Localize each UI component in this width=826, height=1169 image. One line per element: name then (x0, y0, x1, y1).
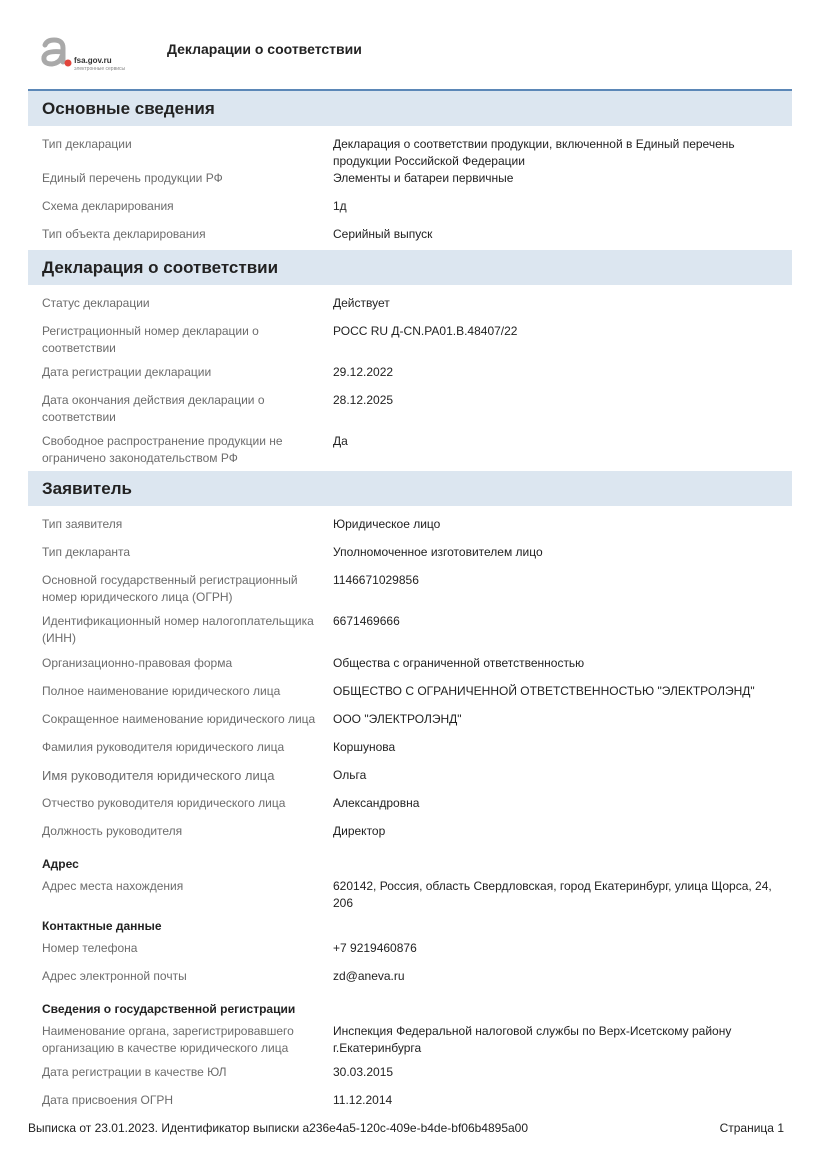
field-value: Александровна (333, 796, 420, 810)
row-registering-authority (28, 1023, 792, 1064)
field-value: Да (333, 434, 348, 448)
field-label: Тип объекта декларирования (42, 227, 206, 241)
field-label: Сокращенное наименование юридического лица (42, 712, 316, 726)
field-label: Фамилия руководителя юридического лица (42, 740, 285, 754)
field-value: 1146671029856 (333, 573, 419, 587)
field-label: Полное наименование юридического лица (42, 684, 281, 698)
field-value: 28.12.2025 (333, 393, 394, 407)
field-label: Организационно-правовая форма (42, 656, 233, 670)
field-value: Инспекция Федеральной налоговой службы по Верх-Исетскому району г.Екатеринбурга (333, 1024, 732, 1055)
field-label: Адрес места нахождения (42, 879, 184, 893)
field-label: Свободное распространение продукции не ограничено законодательством РФ (42, 434, 283, 465)
field-label: Адрес электронной почты (42, 969, 187, 983)
field-label: Единый перечень продукции РФ (42, 171, 223, 185)
field-value: 620142, Россия, область Свердловская, город Екатеринбург, улица Щорса, 24, 206 (333, 879, 772, 910)
page-number: Страница 1 (719, 1121, 784, 1135)
field-value: +7 9219460876 (333, 941, 417, 955)
field-value: Коршунова (333, 740, 396, 754)
field-label: Идентификационный номер налогоплательщика (ИНН) (42, 614, 314, 645)
declaration-content (28, 91, 792, 1116)
field-value: Директор (333, 824, 386, 838)
row-declarant-type (28, 544, 792, 572)
row-full-name (28, 683, 792, 711)
page-header (0, 0, 826, 90)
section-declaration-title: Декларация о соответствии (28, 250, 792, 285)
field-label: Отчество руководителя юридического лица (42, 796, 286, 810)
field-label: Тип заявителя (42, 517, 123, 531)
section-basic-info-title: Основные сведения (28, 91, 792, 126)
extract-info: Выписка от 23.01.2023. Идентификатор выписки a236e4a5-120c-409e-b4de-bf06b4895a00 (28, 1121, 529, 1135)
row-email (28, 968, 792, 1001)
row-legal-entity-reg-date (28, 1064, 792, 1092)
field-value: 1д (333, 199, 347, 213)
logo-subtitle: электронные сервисы (74, 66, 126, 72)
row-registration-number (28, 323, 792, 364)
field-value: Ольга (333, 768, 367, 782)
address-subheading: Адрес (42, 857, 79, 871)
logo-domain: fsa.gov.ru (74, 56, 112, 65)
row-declaration-type (28, 136, 792, 170)
field-label: Наименование органа, зарегистрировавшего организацию в качестве юридического лица (42, 1024, 294, 1055)
field-value: 30.03.2015 (333, 1065, 394, 1079)
field-value: 6671469666 (333, 614, 400, 628)
field-label: Дата регистрации в качестве ЮЛ (42, 1065, 227, 1079)
field-label: Тип декларации (42, 137, 132, 151)
field-value: Действует (333, 296, 390, 310)
field-label: Основной государственный регистрационный номер юридического лица (ОГРН) (42, 573, 298, 604)
row-short-name (28, 711, 792, 739)
field-value: РОСС RU Д-CN.РА01.В.48407/22 (333, 324, 518, 338)
page-title: Декларации о соответствии (167, 41, 362, 57)
row-applicant-type (28, 516, 792, 544)
field-value: 11.12.2014 (333, 1093, 393, 1107)
row-status (28, 295, 792, 323)
row-phone (28, 940, 792, 968)
field-value: ОБЩЕСТВО С ОГРАНИЧЕННОЙ ОТВЕТСТВЕННОСТЬЮ "ЭЛЕКТРОЛЭНД" (333, 684, 755, 698)
field-value: Общества с ограниченной ответственностью (333, 656, 585, 670)
field-value: Уполномоченное изготовителем лицо (333, 545, 543, 559)
row-object-type (28, 226, 792, 250)
field-label: Тип декларанта (42, 545, 131, 559)
row-registration-date (28, 364, 792, 392)
row-head-surname (28, 739, 792, 767)
row-inn (28, 613, 792, 655)
row-ogrn-date (28, 1092, 792, 1116)
field-value: Декларация о соответствии продукции, включенной в Единый перечень продукции Российской Федерации (333, 137, 735, 168)
section-applicant-title: Заявитель (28, 471, 792, 506)
field-value: 29.12.2022 (333, 365, 394, 379)
row-product-list (28, 170, 792, 198)
field-label: Статус декларации (42, 296, 150, 310)
contacts-subheading: Контактные данные (42, 919, 162, 933)
fsa-logo[interactable] (38, 36, 148, 76)
registration-subheading: Сведения о государственной регистрации (42, 1002, 296, 1016)
field-label: Дата присвоения ОГРН (42, 1093, 174, 1107)
field-value: Юридическое лицо (333, 517, 441, 531)
field-label: Должность руководителя (42, 824, 183, 838)
field-label: Регистрационный номер декларации о соответствии (42, 324, 259, 355)
row-head-position (28, 823, 792, 856)
row-expiry-date (28, 392, 792, 433)
row-declaration-scheme (28, 198, 792, 226)
field-label: Дата регистрации декларации (42, 365, 212, 379)
row-address (28, 878, 792, 918)
row-legal-form (28, 655, 792, 683)
field-value: Элементы и батареи первичные (333, 171, 514, 185)
field-label: Номер телефона (42, 941, 138, 955)
field-label: Схема декларирования (42, 199, 174, 213)
field-label: Имя руководителя юридического лица (42, 768, 275, 783)
row-head-first-name (28, 767, 792, 795)
field-value: ООО "ЭЛЕКТРОЛЭНД" (333, 712, 462, 726)
row-head-patronymic (28, 795, 792, 823)
field-value: zd@aneva.ru (333, 969, 405, 983)
row-ogrn (28, 572, 792, 613)
field-label: Дата окончания действия декларации о соответствии (42, 393, 265, 424)
field-value: Серийный выпуск (333, 227, 433, 241)
row-free-circulation (28, 433, 792, 471)
fsa-logo-icon (38, 36, 72, 70)
